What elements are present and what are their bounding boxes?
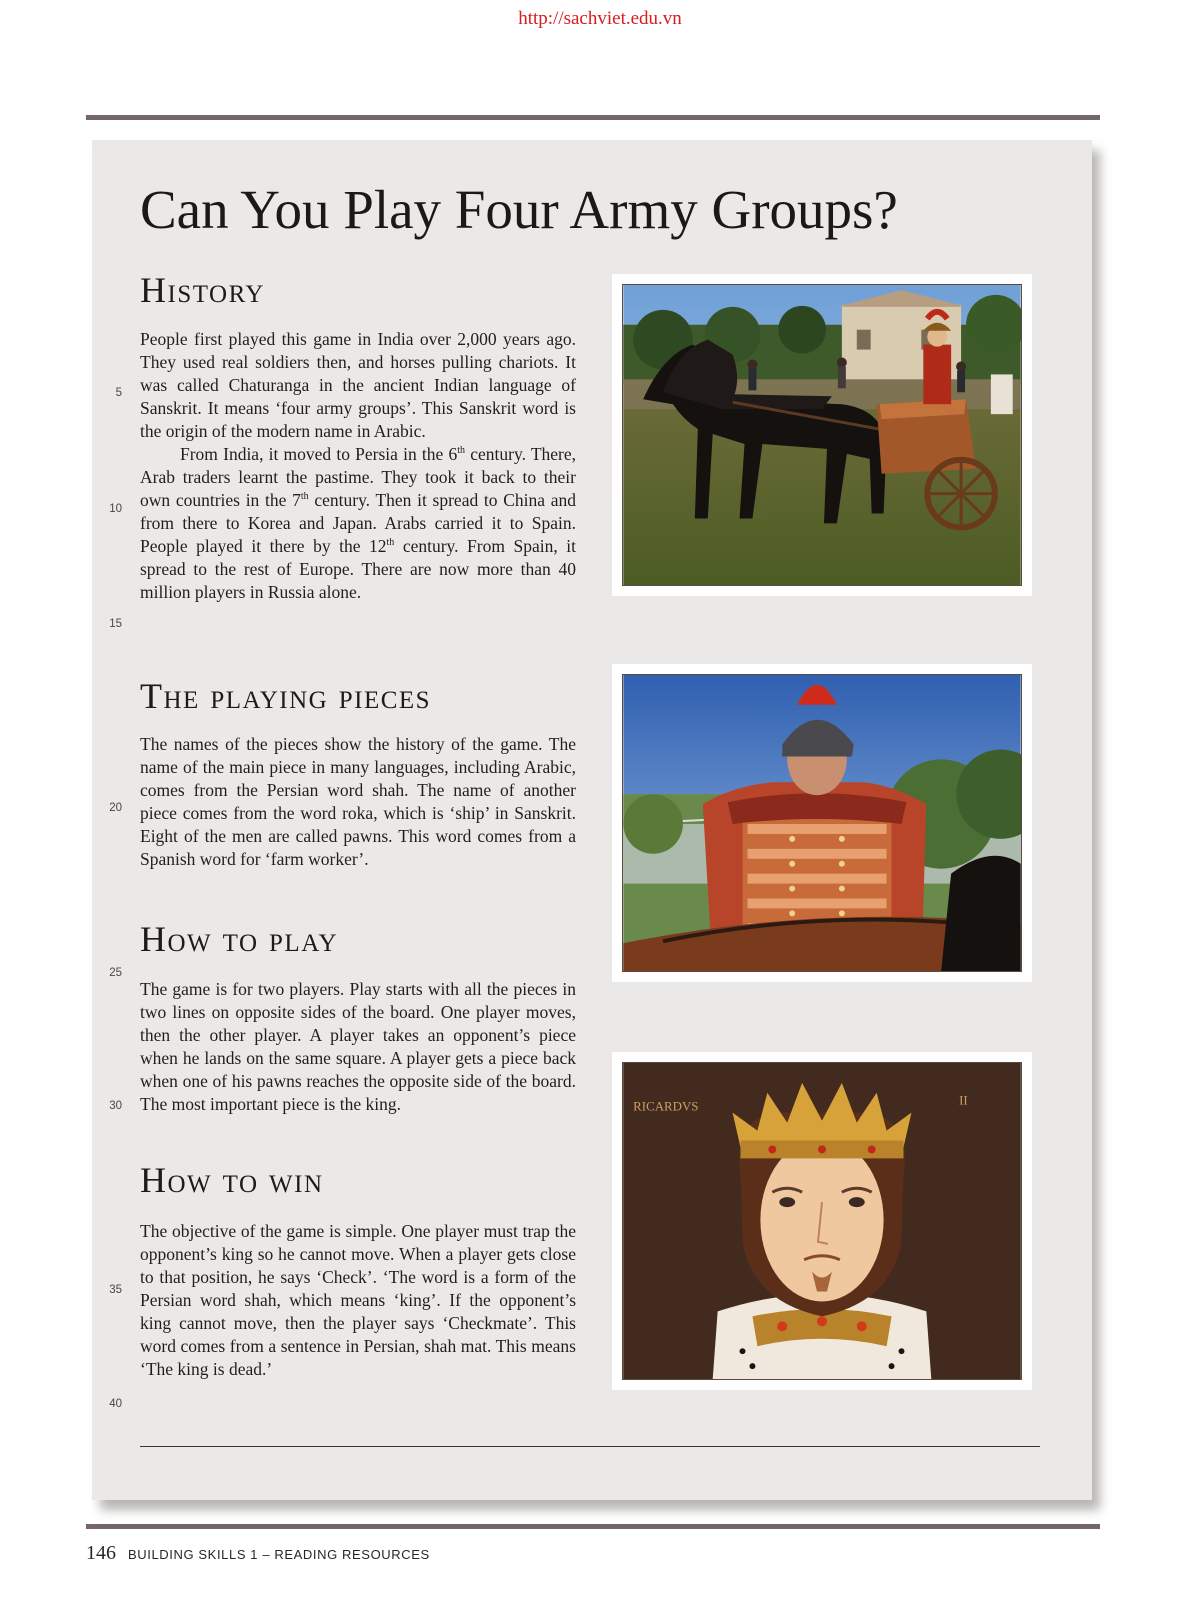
pieces-heading: The playing pieces <box>140 676 432 716</box>
line-number: 35 <box>109 1284 122 1296</box>
how-to-win-text <box>140 1220 576 1381</box>
page-footer <box>86 1542 430 1565</box>
chariot-illustration <box>622 284 1022 586</box>
king-portrait <box>612 1052 1032 1390</box>
how-to-play-paragraph-1: The game is for two players. Play starts with all the pieces in two lines on opposite sides of the board. One player moves, then the other player. A player takes an opponent’s piece when he lands on the same square. A player gets a piece back when one of his pawns reaches the opposite side of the board. The most important piece is the king. <box>140 979 576 1114</box>
line-number: 5 <box>115 387 122 399</box>
source-url[interactable]: http://sachviet.edu.vn <box>518 8 682 29</box>
how-to-win-paragraph-1: The objective of the game is simple. One player must trap the opponent’s king so he cannot move. When a player gets close to that position, he says ‘Check’. ‘The word is a form of the Persian word shah, which means ‘king’. If the opponent’s king cannot move, then the player says ‘Checkmate’. This word comes from a sentence in Persian, shah mat. This means ‘The king is dead.’ <box>140 1221 576 1379</box>
bottom-rule <box>86 1524 1100 1529</box>
pieces-paragraph-1: The names of the pieces show the history of the game. The name of the main piece in many languages, including Arabic, comes from the Persian word shah. The name of another piece comes from the word roka, which is ‘ship’ in Sanskrit. Eight of the men are called pawns. This word comes from a Spanish word for ‘farm worker’. <box>140 734 576 869</box>
page-title: Can You Play Four Army Groups? <box>140 179 898 240</box>
how-to-play-text <box>140 978 576 1116</box>
book-title: BUILDING SKILLS 1 – READING RESOURCES <box>128 1547 430 1562</box>
line-number: 10 <box>109 503 122 515</box>
line-number: 30 <box>109 1100 122 1112</box>
page-number: 146 <box>86 1542 116 1564</box>
line-number: 40 <box>109 1398 122 1410</box>
portrait-inscription-left: RICARDVS <box>633 1098 699 1114</box>
line-number: 25 <box>109 967 122 979</box>
soldier-photo <box>612 664 1032 982</box>
history-paragraph-2: From India, it moved to Persia in the 6th century. There, Arab traders learnt the pastime. They took it back to their own countries in the 7th century. Then it spread to China and from there to Korea and Japan. Arabs carried it to Spain. People played it there by the 12th century. From Spain, it spread to the rest of Europe. There are now more than 40 million players in Russia alone. <box>140 444 577 602</box>
line-number: 15 <box>109 618 122 630</box>
history-text <box>140 328 576 604</box>
history-paragraph-1: People first played this game in India over 2,000 years ago. They used real soldiers then, and horses pulling chariots. It was called Chaturanga in the ancient Indian language of Sanskrit. It means ‘four army groups’. This Sanskrit word is the origin of the modern name in Arabic. <box>140 329 576 441</box>
how-to-win-heading: How to win <box>140 1160 324 1200</box>
bottom-divider <box>140 1446 1040 1447</box>
top-rule <box>86 115 1100 120</box>
pieces-text <box>140 733 576 871</box>
line-number: 20 <box>109 802 122 814</box>
king-portrait-illustration <box>622 1062 1022 1380</box>
portrait-inscription-right: II <box>959 1092 968 1108</box>
soldier-illustration <box>622 674 1022 972</box>
how-to-play-heading: How to play <box>140 919 339 959</box>
chariot-photo <box>612 274 1032 596</box>
history-heading: History <box>140 270 265 310</box>
